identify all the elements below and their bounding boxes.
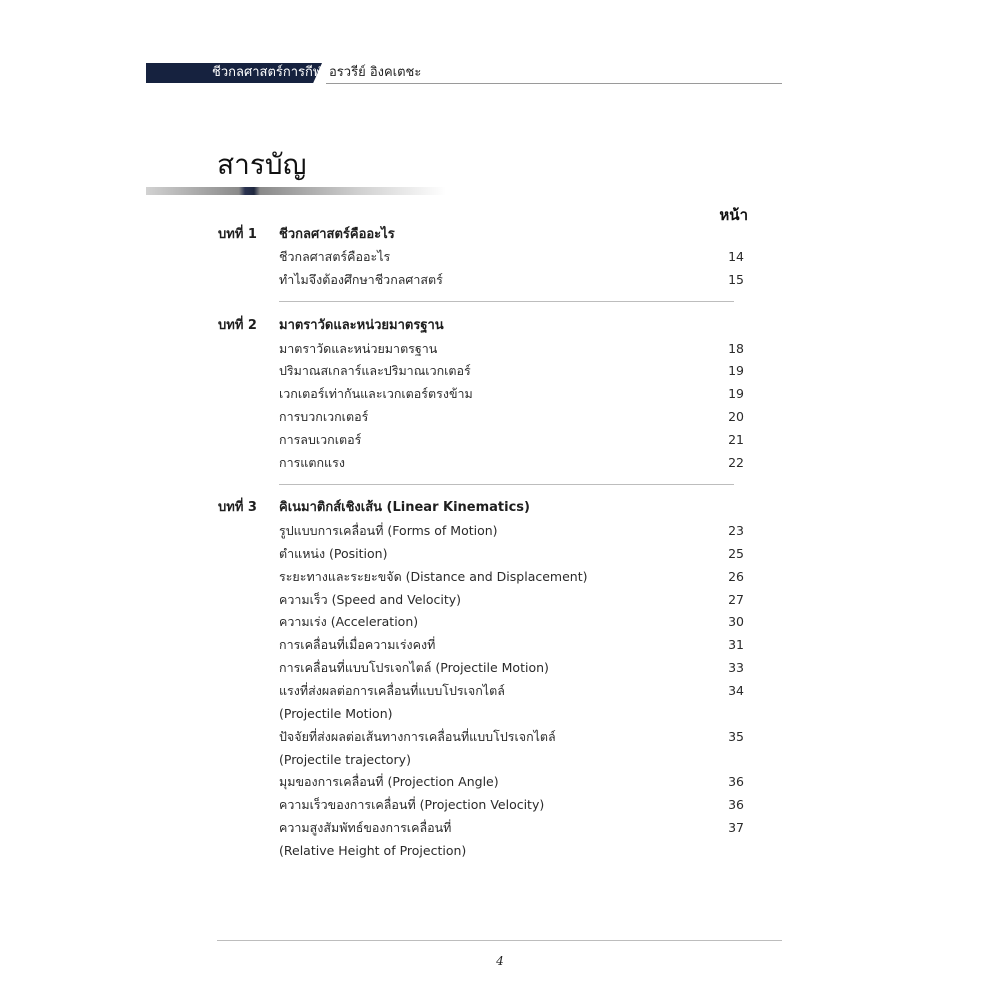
toc-entry-page: 27: [728, 592, 744, 607]
toc-entry[interactable]: ปัจจัยที่ส่งผลต่อเส้นทางการเคลื่อนที่แบบโปรเจกไตล์: [279, 729, 556, 744]
toc-entry-page: 31: [728, 637, 744, 652]
toc-entry[interactable]: แรงที่ส่งผลต่อการเคลื่อนที่แบบโปรเจกไตล์: [279, 683, 505, 698]
toc-entry[interactable]: ทำไมจึงต้องศึกษาชีวกลศาสตร์: [279, 272, 443, 287]
header-rule: [326, 83, 782, 84]
title-underline-bar: [146, 187, 446, 195]
toc-entry-continuation[interactable]: (Projectile Motion): [279, 706, 393, 721]
chapter-3-title: คิเนมาติกส์เชิงเส้น (Linear Kinematics): [279, 500, 530, 515]
toc-entry-page: 33: [728, 660, 744, 675]
toc-entry-continuation[interactable]: (Relative Height of Projection): [279, 843, 467, 858]
toc-entry-page: 37: [728, 820, 744, 835]
toc-entry[interactable]: การลบเวกเตอร์: [279, 432, 362, 447]
footer-rule: [217, 940, 782, 941]
header-book-title: ชีวกลศาสตร์การกีฬา: [212, 65, 330, 80]
toc-entry-page: 30: [728, 614, 744, 629]
page-number: 4: [496, 954, 504, 968]
header-author: อรวรีย์ อิงคเตชะ: [329, 65, 422, 80]
chapter-2-title: มาตราวัดและหน่วยมาตรฐาน: [279, 318, 444, 333]
toc-entry[interactable]: ความเร็ว (Speed and Velocity): [279, 592, 462, 607]
page-column-label: หน้า: [719, 206, 748, 224]
toc-entry-page: 15: [728, 272, 744, 287]
toc-entry[interactable]: การเคลื่อนที่เมื่อความเร่งคงที่: [279, 637, 436, 652]
toc-entry-page: 34: [728, 683, 744, 698]
toc-entry-page: 18: [728, 341, 744, 356]
chapter-separator: [279, 484, 734, 485]
toc-entry-page: 36: [728, 774, 744, 789]
toc-entry[interactable]: การเคลื่อนที่แบบโปรเจกไตล์ (Projectile Motion): [279, 660, 549, 675]
page-title: สารบัญ: [217, 148, 307, 181]
toc-entry-page: 20: [728, 409, 744, 424]
toc-entry[interactable]: ความเร่ง (Acceleration): [279, 614, 419, 629]
toc-entry[interactable]: รูปแบบการเคลื่อนที่ (Forms of Motion): [279, 523, 498, 538]
toc-entry[interactable]: ความสูงสัมพัทธ์ของการเคลื่อนที่: [279, 820, 452, 835]
toc-entry[interactable]: มาตราวัดและหน่วยมาตรฐาน: [279, 341, 438, 356]
toc-entry-page: 23: [728, 523, 744, 538]
chapter-1-title: ชีวกลศาสตร์คืออะไร: [279, 227, 395, 242]
toc-entry-page: 19: [728, 386, 744, 401]
toc-entry-continuation[interactable]: (Projectile trajectory): [279, 752, 411, 767]
toc-entry-page: 26: [728, 569, 744, 584]
chapter-3-number: บทที่ 3: [218, 500, 257, 515]
chapter-2-number: บทที่ 2: [218, 318, 257, 333]
toc-entry[interactable]: ระยะทางและระยะขจัด (Distance and Displacement): [279, 569, 588, 584]
chapter-1-number: บทที่ 1: [218, 227, 257, 242]
toc-entry[interactable]: ชีวกลศาสตร์คืออะไร: [279, 249, 391, 264]
toc-entry[interactable]: การแตกแรง: [279, 455, 345, 470]
toc-entry-page: 21: [728, 432, 744, 447]
toc-entry-page: 19: [728, 363, 744, 378]
toc-entry[interactable]: เวกเตอร์เท่ากันและเวกเตอร์ตรงข้าม: [279, 386, 473, 401]
toc-entry-page: 36: [728, 797, 744, 812]
toc-entry[interactable]: มุมของการเคลื่อนที่ (Projection Angle): [279, 774, 499, 789]
toc-entry[interactable]: ตำแหน่ง (Position): [279, 546, 388, 561]
toc-entry-page: 35: [728, 729, 744, 744]
toc-entry[interactable]: ปริมาณสเกลาร์และปริมาณเวกเตอร์: [279, 363, 471, 378]
toc-entry[interactable]: ความเร็วของการเคลื่อนที่ (Projection Velocity): [279, 797, 545, 812]
toc-entry-page: 22: [728, 455, 744, 470]
chapter-separator: [279, 301, 734, 302]
toc-entry-page: 25: [728, 546, 744, 561]
toc-entry[interactable]: การบวกเวกเตอร์: [279, 409, 369, 424]
toc-entry-page: 14: [728, 249, 744, 264]
